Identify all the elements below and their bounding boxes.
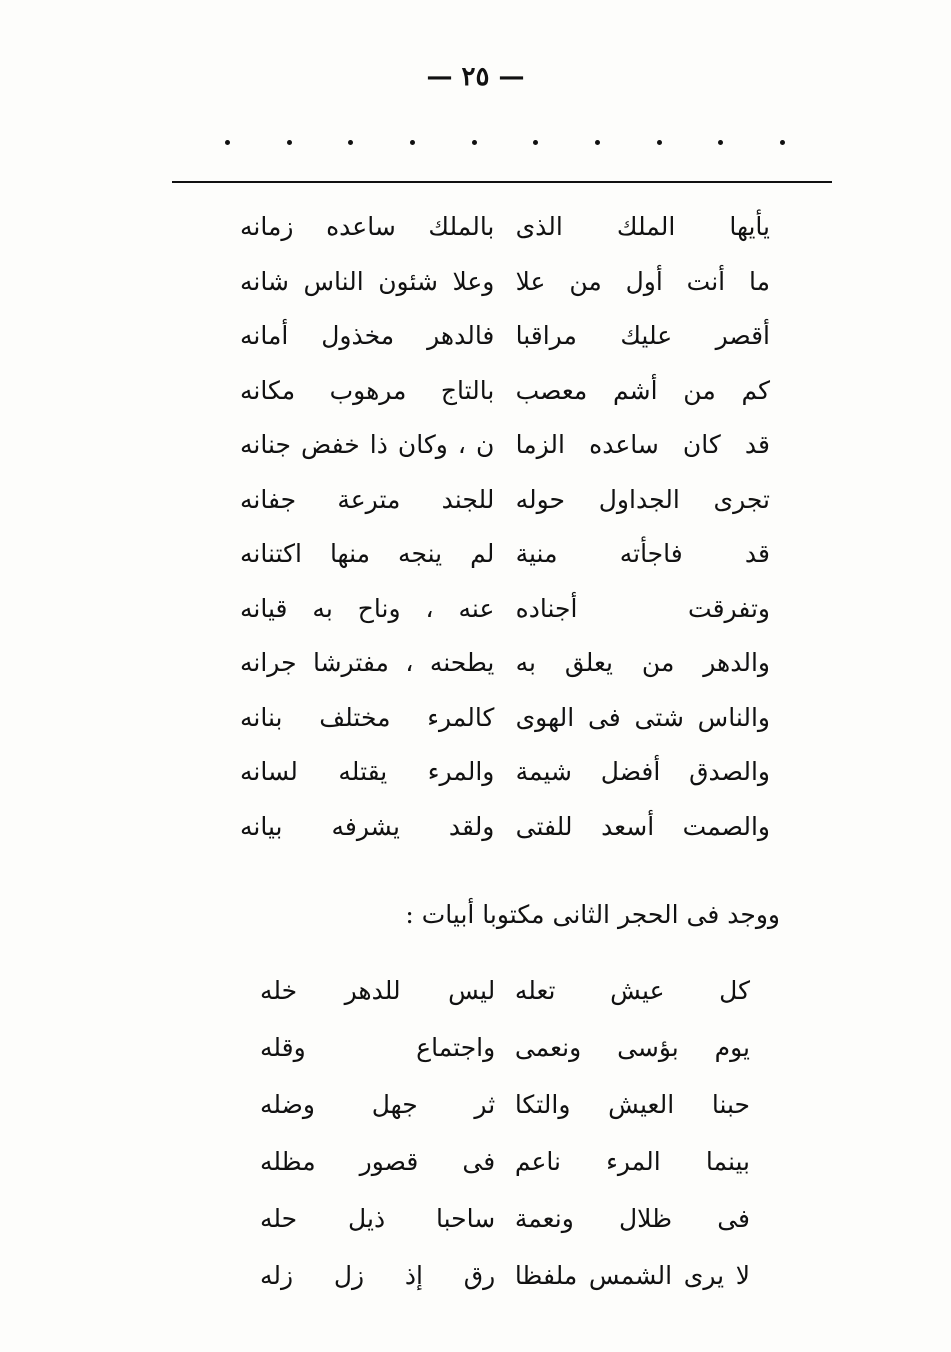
ornament-dot <box>780 140 785 145</box>
verse-second-half: يطحنه ، مفترشا جرانه <box>240 648 495 677</box>
verse-second-half: واجتماع وقله <box>260 1033 496 1062</box>
verse-first-half: فى ظلال ونعمة <box>514 1204 750 1233</box>
ornament-dot <box>472 140 477 145</box>
verse <box>260 962 750 1019</box>
verse <box>240 582 770 637</box>
page-number: — ٢٥ — <box>426 62 525 92</box>
verse-second-half: ن ، وكان ذا خفض جنانه <box>240 430 495 459</box>
ornament-dot <box>595 140 600 145</box>
verse-second-half: والمرء يقتله لسانه <box>240 757 495 786</box>
verse-second-half: ليس للدهر خله <box>260 976 496 1005</box>
verse-first-half: ما أنت أول من علا <box>515 266 770 296</box>
verse <box>260 1133 750 1190</box>
ornament-dot <box>348 140 353 145</box>
verse <box>240 473 770 528</box>
verse <box>240 527 770 582</box>
verse <box>240 800 770 855</box>
ornament-dot <box>225 140 230 145</box>
verse-first-half: والناس شتى فى الهوى <box>515 702 770 732</box>
ornament-dot <box>410 140 415 145</box>
verse-second-half: لم ينجه منها اكتنانه <box>240 539 495 568</box>
verse <box>260 1190 750 1247</box>
ornament-dot <box>718 140 723 145</box>
verse-second-half: رق إذ زل زله <box>260 1261 496 1290</box>
verse <box>240 418 770 473</box>
verse <box>260 1019 750 1076</box>
verse-second-half: فالدهر مخذول أمانه <box>240 321 495 350</box>
poem-first <box>240 200 770 854</box>
verse <box>240 309 770 364</box>
verse-first-half: يأيها الملك الذى <box>515 212 770 241</box>
verse-first-half: وتفرقت أجناده <box>515 593 770 623</box>
verse <box>240 364 770 419</box>
verse-first-half: لا يرى الشمس ملفظا <box>514 1261 750 1290</box>
verse-second-half: ثر جهل وضله <box>260 1090 496 1119</box>
verse-first-half: بينما المرء ناعم <box>514 1147 750 1176</box>
verse-first-half: قد فاجأته منية <box>515 539 770 568</box>
verse-second-half: للجند مترعة جفانه <box>240 484 495 514</box>
ornament-dot <box>287 140 292 145</box>
verse <box>240 636 770 691</box>
poem-second <box>240 962 770 1304</box>
verse <box>240 200 770 255</box>
verse-second-half: ولقد يشرفه بيانه <box>240 811 495 841</box>
verse <box>240 691 770 746</box>
verse <box>260 1076 750 1133</box>
dotted-ornament <box>225 140 785 145</box>
verse-first-half: حبنا العيش والتكا <box>514 1090 750 1119</box>
verse <box>260 1247 750 1304</box>
horizontal-rule <box>172 181 832 183</box>
intro-line: ووجد فى الحجر الثانى مكتوبا أبيات : <box>405 900 780 929</box>
verse-second-half: فى قصور مظله <box>260 1147 496 1176</box>
verse-first-half: يوم بؤسى ونعمى <box>514 1033 750 1062</box>
ornament-dot <box>533 140 538 145</box>
verse-first-half: كل عيش تعله <box>514 976 750 1005</box>
verse-second-half: كالمرء مختلف بنانه <box>240 702 495 732</box>
verse-first-half: تجرى الجداول حوله <box>515 484 770 514</box>
verse-second-half: عنه ، وناح به قيانه <box>240 593 495 623</box>
verse <box>240 745 770 800</box>
verse-second-half: بالملك ساعده زمانه <box>240 212 495 241</box>
verse-first-half: والدهر من يعلق به <box>515 648 770 677</box>
verse-first-half: والصدق أفضل شيمة <box>515 757 770 786</box>
verse-first-half: أقصر عليك مراقبا <box>515 321 770 350</box>
ornament-dot <box>657 140 662 145</box>
verse-second-half: ساحبا ذيل حله <box>260 1204 496 1233</box>
verse-second-half: وعلا شئون الناس شانه <box>240 266 495 296</box>
verse-first-half: والصمت أسعد للفتى <box>515 811 770 841</box>
verse-second-half: بالتاج مرهوب مكانه <box>240 375 495 405</box>
verse-first-half: كم من أشم معصب <box>515 375 770 405</box>
verse-first-half: قد كان ساعده الزما <box>515 430 770 459</box>
verse <box>240 255 770 310</box>
